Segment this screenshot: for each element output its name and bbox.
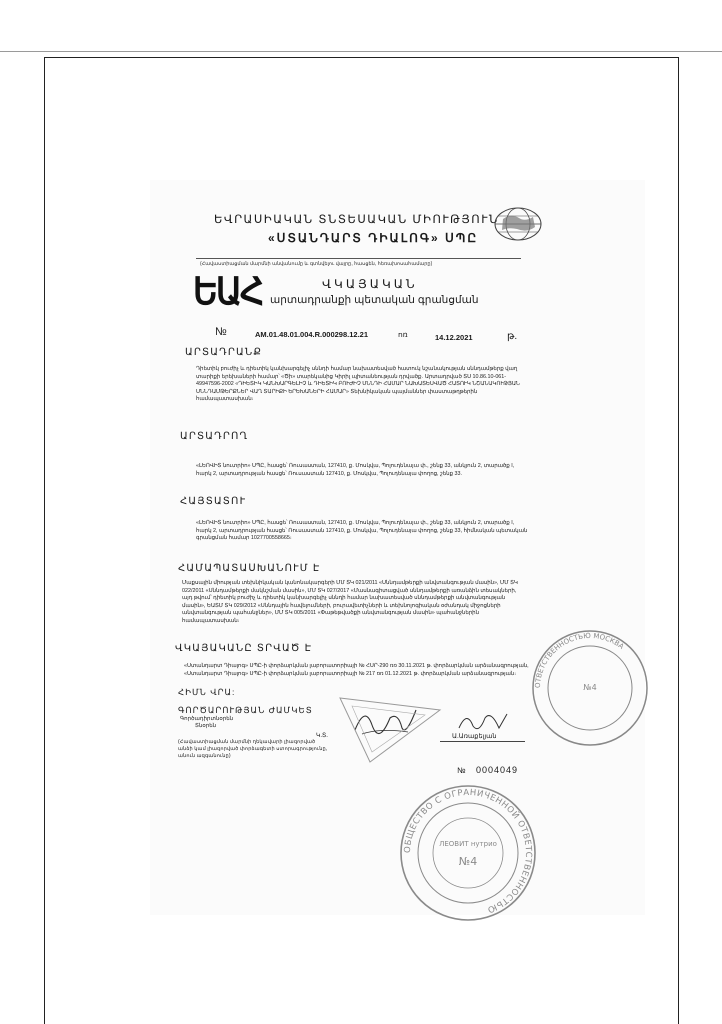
- svg-text:ОТВЕТСТВЕННОСТЬЮ МОСКВА: [534, 632, 625, 688]
- signer-name: Ա.Առաքելյան: [452, 733, 497, 740]
- seal-lower-number: №4: [458, 855, 478, 868]
- signature-line: [440, 741, 525, 742]
- seal-place-label: Կ.Տ.: [316, 733, 328, 739]
- registration-number: AM.01.48.01.004.R.000298.12.21: [255, 330, 369, 339]
- page-border-left: [44, 57, 45, 1024]
- from-label: ոռ: [398, 330, 408, 339]
- basis-text: Մաքսային միության տեխնիկական կանոնակարգերի ՄՄ ՏԿ 021/2011 «Սննդամթերքի անվտանգության մասին», ՄՄ ՏԿ 022/2011 «Սննդամթերքի մակնշման մասին», ՄՄ ՏԿ 027/2017 «Մասնագիտացված սննդամթերքի առանձին տեսակների, այդ թվում՝ դիետիկ բուժիչ և դիետիկ կանխարգելիչ սննդի համար նախատեսված սննդամթերքի անվտանգության մասին», ԵԱՏՄ ՏԿ 029/2012 «Սննդային հավելումների, բուրավետիչների և տեխնոլոգիական օժանդակ միջոցների անվտանգության պահանջներ», ՄՄ ՏԿ 005/2011 «Փաթեթվածքի անվտանգության մասին» պահանջներին համապատասխան։: [182, 580, 518, 624]
- eac-mark: ԵԱՀ: [193, 271, 263, 313]
- signature-footnote: (Հավաստիացման մարմնի ղեկավարի լիազորված անձի կամ լիազորված փորձագետի ստորագրությունը, անուն ազգանունը): [178, 739, 328, 759]
- applicant-heading: ՀԱՅՏԱՏՈՒ: [180, 496, 247, 507]
- certificate-subtitle: արտադրանքի պետական գրանցման: [270, 294, 479, 306]
- issued-text: «Ստանդարտ Դիալոգ» ՍՊԸ-ի փորձարկման լաբորատորիայի № ՀՍՐ-290 ռռ 30.11.2021 թ. փորձարկման արձանագրության, «Ստանդարտ Դիալոգ» ՍՊԸ-ի փորձարկման լաբորատորիայի № 217 ռռ 01.12.2021 թ. փորձարկման արձանագրության։: [184, 663, 529, 677]
- chief-label: ՀԻՄՆ ՎՐԱ:: [178, 687, 236, 697]
- seal-lower-inner-text: ЛЕОВИТ нутрио: [439, 840, 497, 848]
- product-text: Դիետիկ բուժիչ և դիետիկ կանխարգելիչ սննդի համար նախատեսված հատուկ նշանակության սննդամթերք վաղ տարիքի երեխաների համար՝ «Ծի» տարեկանից Կիրիլ պիտանեության դրվածք․ Արտադրված ՏՍ 10.86.10-061-49947596-2002 «ԴԻԵՏԻԿ ԿԱՆԽԱՐԳԵԼԻՉ և ԴԻԵՏԻԿ ԲՈՒԺԻՉ ՍՆՆԴԻ ՀԱՄԱՐ ՆԱԽԱՏԵՍՎԱԾ ՀԱՏՈՒԿ ՆՇԱՆԱԿՈՒԹՅԱՆ ՍՆՆԴԱՄԹԵՐՔՆԵՐ ՎԱՂ ՏԱՐԻՔԻ ԵՐԵԽԱՆԵՐԻ ՀԱՄԱՐ» Տեխնիկական պայմաններ փաստաթղթերին համապատասխան։: [196, 366, 520, 403]
- page-border-top: [44, 57, 679, 58]
- org-line-2: «ՍՏԱՆԴԱՐՏ ԴԻԱԼՈԳ» ՍՊԸ: [268, 231, 479, 245]
- basis-heading: ՀԱՄԱՊԱՏԱՍԽԱՆՈՒՄ Է: [178, 563, 321, 574]
- seal-upper-number: №4: [583, 683, 597, 692]
- year-suffix: թ.: [507, 331, 518, 342]
- manufacturer-text: «ԼԵՈՎԻՏ նուտրիո» ՍՊԸ, հասցե՝ Ռուսաստան, 127410, ք. Մոսկվա, Պոլուդենայա փ., շենք 33, անկյուն 2, տարածք I, հարկ 2, արտադրության հասցե՝ Ռուսաստան 127410, ք. Մոսկվա, Պոլուդենայա փողոց, շենք 33.: [196, 463, 515, 477]
- header-divider: [196, 258, 521, 259]
- round-seal-lower-icon: [398, 783, 538, 923]
- round-seal-upper-icon: [530, 628, 650, 748]
- seal-lower-ring-text: ОБЩЕСТВО С ОГРАНИЧЕННОЙ ОТВЕТСТВЕННОСТЬЮ: [402, 787, 534, 915]
- position-label-2: Տնօրեն: [195, 723, 217, 729]
- issued-heading: ՎԿԱՅԱԿԱՆԸ ՏՐՎԱԾ Է: [175, 643, 313, 654]
- product-heading: ԱՐՏԱԴՐԱՆՔ: [185, 347, 263, 358]
- serial-number: 0004049: [476, 765, 519, 775]
- serial-sign: №: [457, 766, 466, 775]
- org-line-1: ԵՎՐԱՍԻԱԿԱՆ ՏՆՏԵՍԱԿԱՆ ՄԻՈՒԹՅՈՒՆ: [214, 214, 499, 226]
- number-sign: №: [215, 326, 227, 338]
- applicant-text: «ԼԵՈՎԻՏ նուտրիո» ՍՊԸ, հասցե՝ Ռուսաստան, 127410, ք. Մոսկվա, Պոլուդենայա փ., շենք 33, անկյուն 2, տարածք I, հարկ 2, արտադրության հասցե՝ Ռուսաստան 127410, ք. Մոսկվա, Պոլուդենայա փողոց, շենք 33, հիմնական պետական գրանցման համար 1027700558665։: [196, 520, 528, 542]
- certificate-title: ՎԿԱՅԱԿԱՆ: [322, 277, 418, 291]
- page-border-right: [678, 57, 679, 1024]
- triangle-stamp-icon: [330, 690, 450, 770]
- org-note: (Հավաստիացման մարմնի անվանումը և գտնվելու վայրը, հասցեն, հեռախոսահամարը): [200, 261, 433, 267]
- globe-logo-icon: [493, 205, 543, 243]
- director-label: ԳՈՐԾԱՐՈՒԹՅԱՆ ԺԱՄԿԵՏ: [178, 705, 313, 715]
- scan-edge-line: [0, 51, 722, 52]
- signature-scribble-2-icon: [455, 708, 510, 736]
- registration-date: 14.12.2021: [435, 333, 473, 342]
- svg-text:ОБЩЕСТВО С ОГРАНИЧЕННОЙ ОТВЕТС: [403, 788, 533, 915]
- seal-upper-ring-text: ОТВЕТСТВЕННОСТЬЮ МОСКВА: [533, 631, 626, 689]
- position-label-1: Գործադիրտնօրեն: [180, 716, 234, 722]
- manufacturer-heading: ԱՐՏԱԴՐՈՂ: [180, 431, 249, 442]
